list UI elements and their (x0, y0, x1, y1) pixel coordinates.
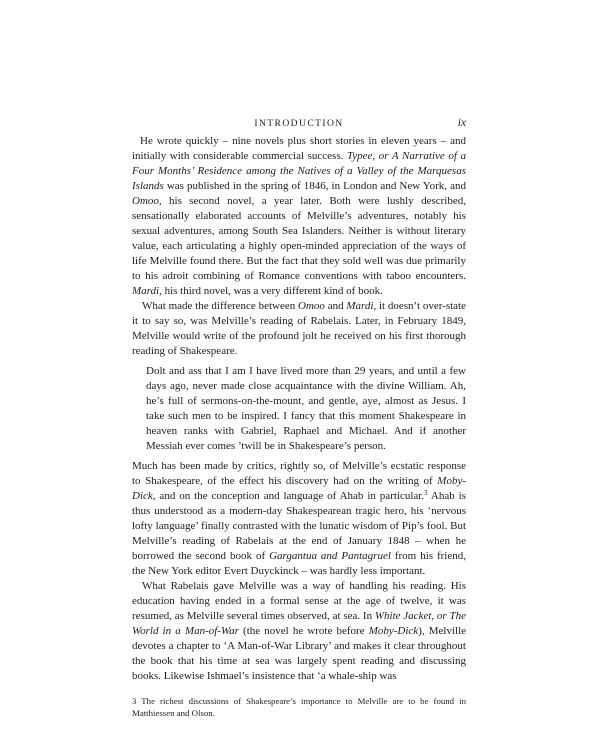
text-run: , and on the conception and language of Ahab in particular. (152, 490, 425, 502)
italic-title: Gargantua and Pantagruel (269, 550, 391, 562)
text-run: What Rabelais gave Melville was a way of handling his reading. His education having ended in a formal sense at the age of twelve, it was resumed, as Melville several times observed, at sea. In (132, 580, 466, 622)
footnote-ref: 3 (424, 489, 428, 497)
italic-title: Mardi (346, 300, 374, 312)
running-head-title: INTRODUCTION (254, 118, 344, 129)
book-page (132, 118, 466, 719)
text-run: What made the difference between (142, 300, 299, 312)
text-run: , it doesn’t over-state it to say so, was Melville’s reading of Rabelais. Later, in February 1849, Melville would write of the profound jolt he received on his first thorough reading of Shakespeare. (132, 300, 466, 357)
text-run: , his second novel, a year later. Both were lushly described, sensationally elaborated accounts of Melville’s adventures, notably his sexual adventures, among South Sea Islanders. Neither is without literary value, each articulating a highly open-minded appreciation of the ways of life Melville found there. But the fact that they sold well was due primarily to his adroit combining of Romance conventions with taboo encounters. (132, 195, 466, 282)
text-run: and (324, 300, 347, 312)
footnote-area (132, 696, 466, 719)
italic-title: Omoo (132, 195, 159, 207)
italic-title: White Jacket, or The World in a Man-of-War (132, 610, 466, 637)
text-run: He wrote quickly – nine novels plus short stories in eleven years – and initially with considerable commercial success. (132, 135, 466, 162)
text-run: ), Melville devotes a chapter to ‘A Man-of-War Library’ and makes it clear throughout the book that his time at sea was largely spent reading and discussing books. Likewise Ishmael’s insistence that ‘a whale-ship was (132, 625, 467, 682)
paragraph-1 (132, 134, 466, 299)
paragraph-3 (132, 459, 466, 579)
paragraph-4 (132, 579, 466, 684)
text-run: from his friend, the New York editor Evert Duyckinck – was hardly less important. (132, 550, 466, 577)
text-run: Much has been made by critics, rightly so, of Melville’s ecstatic response to Shakespeare, of the effect his discovery had on the writing of (132, 460, 466, 487)
italic-title: Omoo (298, 300, 325, 312)
body-text (132, 134, 466, 684)
block-quote (146, 364, 466, 454)
text-run: (the novel he wrote before (238, 625, 369, 637)
text-run: Ahab is thus understood as a modern-day Shakespearean tragic hero, his ‘nervous lofty language’ finally contrasted with the lunatic wisdom of Pip’s fool. But Melville’s reading of Rabelais at the end of January 1848 – when he borrowed the second book of (132, 490, 467, 562)
paragraph-2 (132, 299, 466, 359)
italic-title: Moby-Dick (368, 625, 419, 637)
text-run: , his third novel, was a very different kind of book. (159, 285, 383, 297)
italic-title: Mardi (132, 285, 160, 297)
page-number: ix (457, 117, 466, 129)
footnote: 3 The richest discussions of Shakespeare’s importance to Melville are to be found in Matthiessen and Olson. (132, 696, 466, 718)
running-head (132, 118, 466, 134)
italic-title: Moby-Dick (132, 475, 466, 502)
text-run: Dolt and ass that I am I have lived more than 29 years, and until a few days ago, never made close acquaintance with the divine William. Ah, he’s full of sermons-on-the-mount, and gentle, aye, almost as Jesus. I take such men to be inspired. I fancy that this moment Shakespeare in heaven ranks with Gabriel, Raphael and Michael. And if another Messiah ever comes ’twill be in Shakespeare’s person. (146, 365, 466, 452)
italic-title: Typee, or A Narrative of a Four Months’ Residence among the Natives of a Valley of the Marquesas Islands (132, 150, 466, 192)
text-run: was published in the spring of 1846, in London and New York, and (163, 180, 466, 192)
